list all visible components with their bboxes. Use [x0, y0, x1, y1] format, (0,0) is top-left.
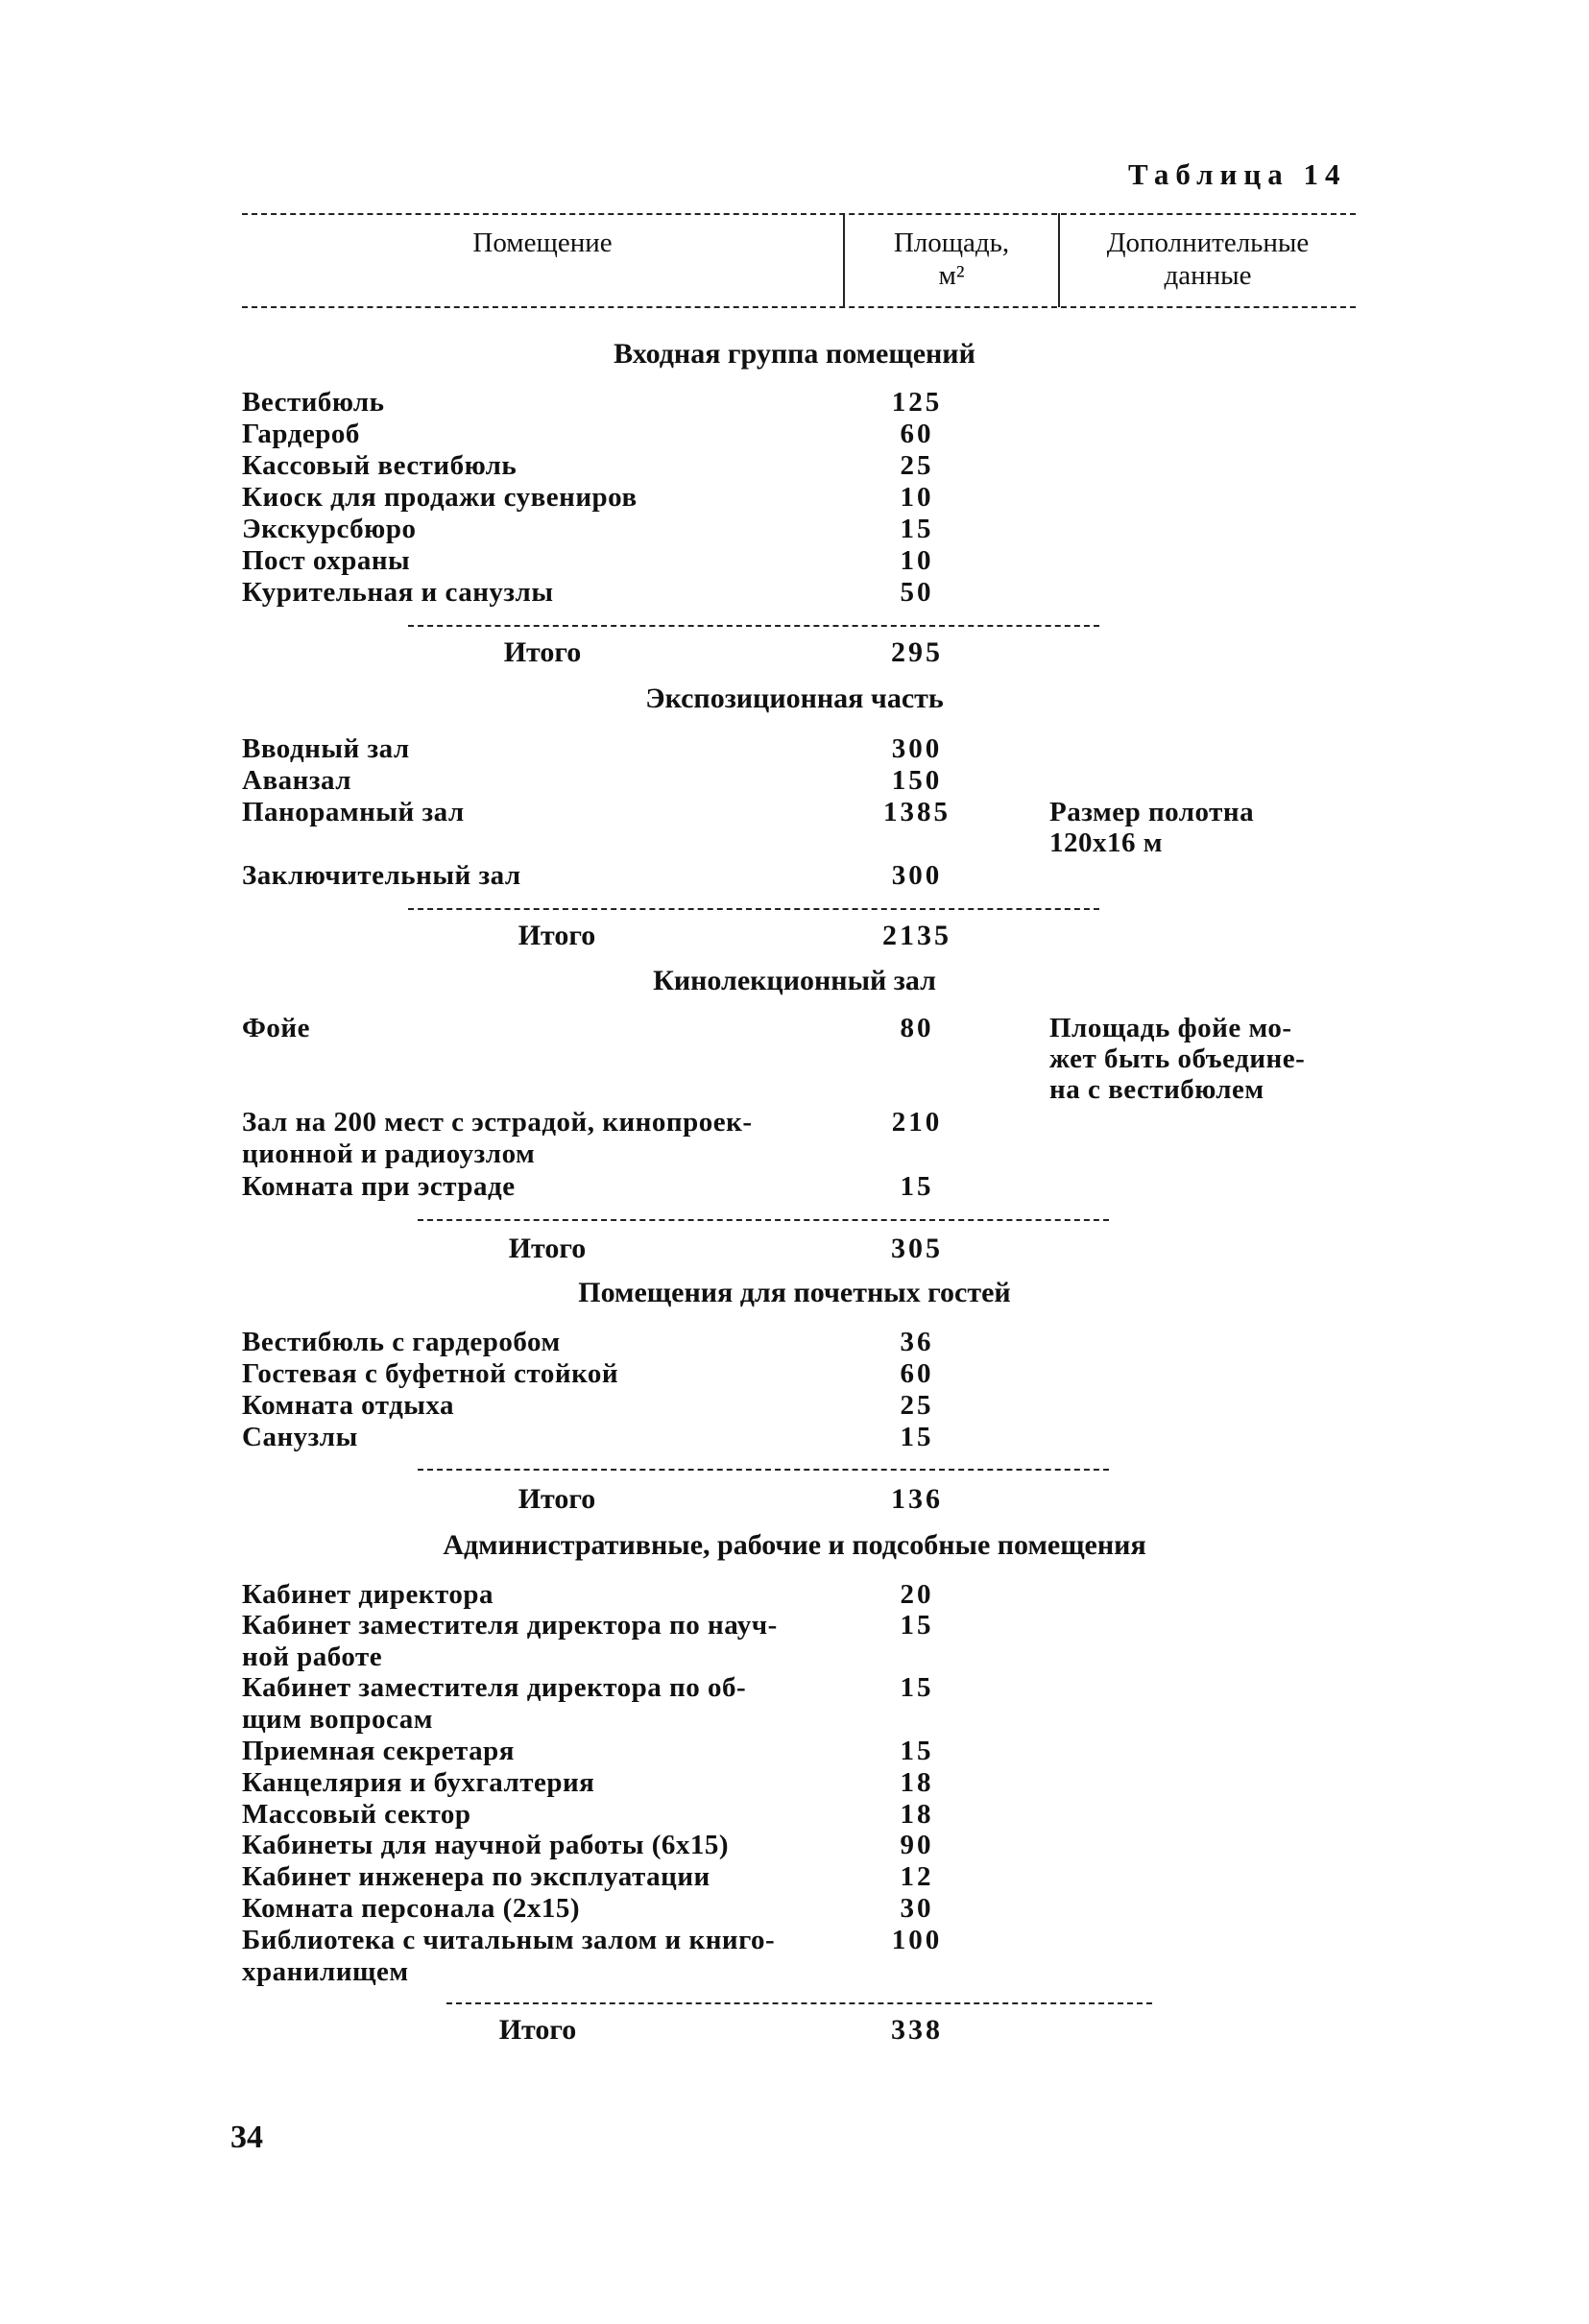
room-area: 300 [891, 733, 943, 764]
header-top-rule [242, 213, 1356, 215]
section-title-text: Помещения для почетных гостей [578, 1277, 1011, 1308]
room-name: Кассовый вестибюль [242, 450, 518, 481]
room-note: Площадь фойе мо- жет быть объедине- на с вестибюлем [1049, 1013, 1306, 1105]
subtotal-rule [446, 2002, 1152, 2004]
room-area: 125 [891, 387, 943, 418]
section-title [0, 338, 1589, 371]
room-name: Кабинет инженера по эксплуатации [242, 1861, 710, 1892]
room-area: 300 [891, 860, 943, 891]
header-room: Помещение [472, 228, 613, 258]
room-name: Приемная секретаря [242, 1736, 515, 1766]
section-title-text: Экспозиционная часть [645, 683, 944, 714]
room-area: 36 [900, 1327, 934, 1357]
room-area: 50 [900, 577, 934, 608]
room-note: Размер полотна 120x16 м [1049, 797, 1255, 858]
section-total-label: Итого [518, 1483, 596, 1515]
section-total-label: Итого [508, 1233, 587, 1264]
room-name: Панорамный зал [242, 797, 465, 827]
room-name: Массовый сектор [242, 1799, 471, 1830]
room-area: 60 [900, 1358, 934, 1389]
section-title [0, 965, 1589, 997]
header-bottom-rule [242, 306, 1356, 308]
room-area: 12 [900, 1861, 934, 1892]
section-title-text: Входная группа помещений [614, 338, 975, 370]
room-area: 15 [900, 1672, 934, 1703]
room-area: 90 [900, 1830, 934, 1860]
room-area: 210 [891, 1107, 943, 1138]
room-area: 80 [900, 1013, 934, 1043]
room-name: Санузлы [242, 1422, 358, 1452]
room-name: Киоск для продажи сувениров [242, 482, 638, 513]
room-name: Гостевая с буфетной стойкой [242, 1358, 619, 1389]
section-total-label: Итого [498, 2014, 577, 2046]
room-area: 15 [900, 1422, 934, 1452]
subtotal-rule [418, 1469, 1109, 1471]
room-name: Комната при эстраде [242, 1171, 516, 1202]
room-area: 30 [900, 1893, 934, 1924]
header-area: Площадь, м² [893, 228, 1010, 291]
section-total-value: 305 [891, 1233, 943, 1264]
subtotal-rule [418, 1219, 1109, 1221]
section-total-value: 2135 [882, 920, 951, 951]
section-title [0, 1529, 1589, 1562]
room-area: 150 [891, 765, 943, 796]
table-caption: Таблица 14 [1128, 157, 1347, 191]
room-name: Вестибюль [242, 387, 385, 418]
section-total-label: Итого [518, 920, 596, 951]
section-total-value: 136 [891, 1483, 943, 1515]
room-name: Канцелярия и бухгалтерия [242, 1767, 595, 1798]
room-name: Кабинеты для научной работы (6x15) [242, 1830, 730, 1860]
room-area: 25 [900, 450, 934, 481]
room-name: Вводный зал [242, 733, 410, 764]
room-name: Комната персонала (2x15) [242, 1893, 580, 1924]
section-total-value: 295 [891, 636, 943, 668]
room-name: Фойе [242, 1013, 310, 1043]
room-area: 15 [900, 514, 934, 544]
room-area: 15 [900, 1736, 934, 1766]
room-name: Курительная и санузлы [242, 577, 554, 608]
room-name: Заключительный зал [242, 860, 521, 891]
section-title [0, 683, 1589, 715]
room-area: 20 [900, 1579, 934, 1610]
room-name: Зал на 200 мест с эстрадой, кинопроек- ционной и радиоузлом [242, 1107, 753, 1169]
room-area: 18 [900, 1767, 934, 1798]
header-extra: Дополнительные данные [1106, 228, 1310, 291]
room-area: 25 [900, 1390, 934, 1421]
subtotal-rule [408, 908, 1099, 910]
room-name: Библиотека с читальным залом и книго- хранилищем [242, 1925, 776, 1987]
room-area: 100 [891, 1925, 943, 1955]
subtotal-rule [408, 625, 1099, 627]
room-area: 15 [900, 1610, 934, 1641]
room-area: 60 [900, 419, 934, 449]
room-name: Кабинет заместителя директора по науч- ной работе [242, 1610, 778, 1672]
section-title-text: Кинолекционный зал [653, 965, 936, 996]
section-title-text: Административные, рабочие и подсобные помещения [443, 1529, 1146, 1561]
room-name: Гардероб [242, 419, 360, 449]
room-name: Кабинет заместителя директора по об- щим вопросам [242, 1672, 747, 1735]
room-name: Экскурсбюро [242, 514, 417, 544]
room-name: Пост охраны [242, 545, 411, 576]
room-area: 15 [900, 1171, 934, 1202]
room-name: Вестибюль с гардеробом [242, 1327, 561, 1357]
room-name: Аванзал [242, 765, 351, 796]
section-total-value: 338 [891, 2014, 943, 2046]
room-name: Комната отдыха [242, 1390, 455, 1421]
room-area: 1385 [883, 797, 951, 827]
section-title [0, 1277, 1589, 1309]
page-number: 34 [230, 2120, 263, 2155]
room-area: 10 [900, 545, 934, 576]
section-total-label: Итого [503, 636, 582, 668]
room-area: 10 [900, 482, 934, 513]
room-area: 18 [900, 1799, 934, 1830]
room-name: Кабинет директора [242, 1579, 494, 1610]
